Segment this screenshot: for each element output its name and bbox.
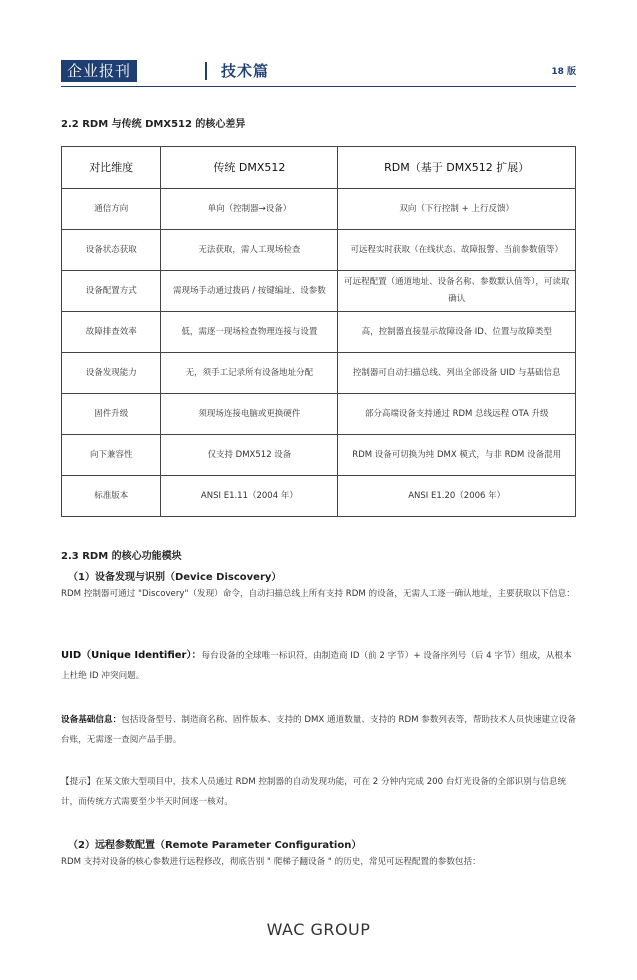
table-cell: 向下兼容性	[62, 435, 161, 476]
table-cell: 仅支持 DMX512 设备	[161, 435, 338, 476]
table-cell: 无法获取，需人工现场检查	[161, 230, 338, 271]
footer-logo: WAC GROUP	[266, 920, 371, 939]
paragraph-uid	[61, 646, 576, 686]
subheading-remote-config: （2）远程参数配置（Remote Parameter Configuration）	[68, 840, 362, 851]
table-header-cell: 传统 DMX512	[161, 147, 338, 189]
table-cell: 无，须手工记录所有设备地址分配	[161, 353, 338, 394]
table-cell: 故障排查效率	[62, 312, 161, 353]
table-cell: 设备状态获取	[62, 230, 161, 271]
section-heading-2-3: 2.3 RDM 的核心功能模块	[61, 551, 182, 562]
table-row	[62, 353, 576, 394]
table-cell: 双向（下行控制 + 上行反馈）	[338, 189, 576, 230]
table-row	[62, 476, 576, 517]
table-row	[62, 394, 576, 435]
paragraph-discovery: RDM 控制器可通过 "Discovery"（发现）命令，自动扫描总线上所有支持 RDM 的设备，无需人工逐一确认地址，主要获取以下信息：	[61, 589, 575, 599]
table-row	[62, 435, 576, 476]
table-header-cell: RDM（基于 DMX512 扩展）	[338, 147, 576, 189]
uid-label: UID（Unique Identifier）：	[61, 650, 202, 661]
table-row	[62, 189, 576, 230]
table-header-cell: 对比维度	[62, 147, 161, 189]
page-number: 18 版	[551, 67, 576, 77]
subheading-device-discovery: （1）设备发现与识别（Device Discovery）	[68, 572, 282, 583]
header-separator	[205, 62, 207, 80]
table-row	[62, 271, 576, 312]
table-cell: 固件升级	[62, 394, 161, 435]
brand-label: 企业报刊	[61, 60, 137, 82]
table-cell: ANSI E1.20（2006 年）	[338, 476, 576, 517]
table-cell: 设备配置方式	[62, 271, 161, 312]
table-cell: 控制器可自动扫描总线、列出全部设备 UID 与基础信息	[338, 353, 576, 394]
paragraph-basic-info	[61, 710, 576, 750]
table-cell: 设备发现能力	[62, 353, 161, 394]
table-cell: 须现场连接电脑或更换硬件	[161, 394, 338, 435]
uid-text: 每台设备的全球唯一标识符，由制造商 ID（前 2 字节）+ 设备序列号（后 4 字节）组成，从根本上杜绝 ID 冲突问题。	[61, 651, 572, 681]
header-rule	[61, 86, 576, 87]
table-cell: 高，控制器直接显示故障设备 ID、位置与故障类型	[338, 312, 576, 353]
table-cell: ANSI E1.11（2004 年）	[161, 476, 338, 517]
table-cell: 可远程实时获取（在线状态、故障报警、当前参数值等）	[338, 230, 576, 271]
table-cell: 标准版本	[62, 476, 161, 517]
comparison-table	[61, 146, 576, 517]
table-row	[62, 312, 576, 353]
table-header-row	[62, 147, 576, 189]
table-cell: 单向（控制器→设备）	[161, 189, 338, 230]
basic-info-label: 设备基础信息：	[61, 715, 122, 725]
table-cell: 低，需逐一现场检查物理连接与设置	[161, 312, 338, 353]
table-cell: 可远程配置（通道地址、设备名称、参数默认值等），可读取确认	[338, 271, 576, 312]
section-label: 技术篇	[221, 62, 270, 80]
table-cell: 需现场手动通过拨码 / 按键编址、设参数	[161, 271, 338, 312]
tip-paragraph: 【提示】在某文旅大型项目中，技术人员通过 RDM 控制器的自动发现功能，可在 2 分钟内完成 200 台灯光设备的全部识别与信息统计，而传统方式需要至少半天时间逐一核对。	[61, 777, 567, 807]
table-row	[62, 230, 576, 271]
table-cell: 部分高端设备支持通过 RDM 总线远程 OTA 升级	[338, 394, 576, 435]
paragraph-remote-config: RDM 支持对设备的核心参数进行远程修改，彻底告别 " 爬梯子翻设备 " 的历史，常见可远程配置的参数包括：	[61, 857, 481, 867]
basic-info-text: 包括设备型号、制造商名称、固件版本、支持的 DMX 通道数量、支持的 RDM 参数列表等，帮助技术人员快速建立设备台账，无需逐一查阅产品手册。	[61, 715, 576, 745]
section-heading-2-2: 2.2 RDM 与传统 DMX512 的核心差异	[61, 119, 246, 130]
page-header	[61, 60, 576, 86]
table-cell: RDM 设备可切换为纯 DMX 模式，与非 RDM 设备混用	[338, 435, 576, 476]
table-cell: 通信方向	[62, 189, 161, 230]
